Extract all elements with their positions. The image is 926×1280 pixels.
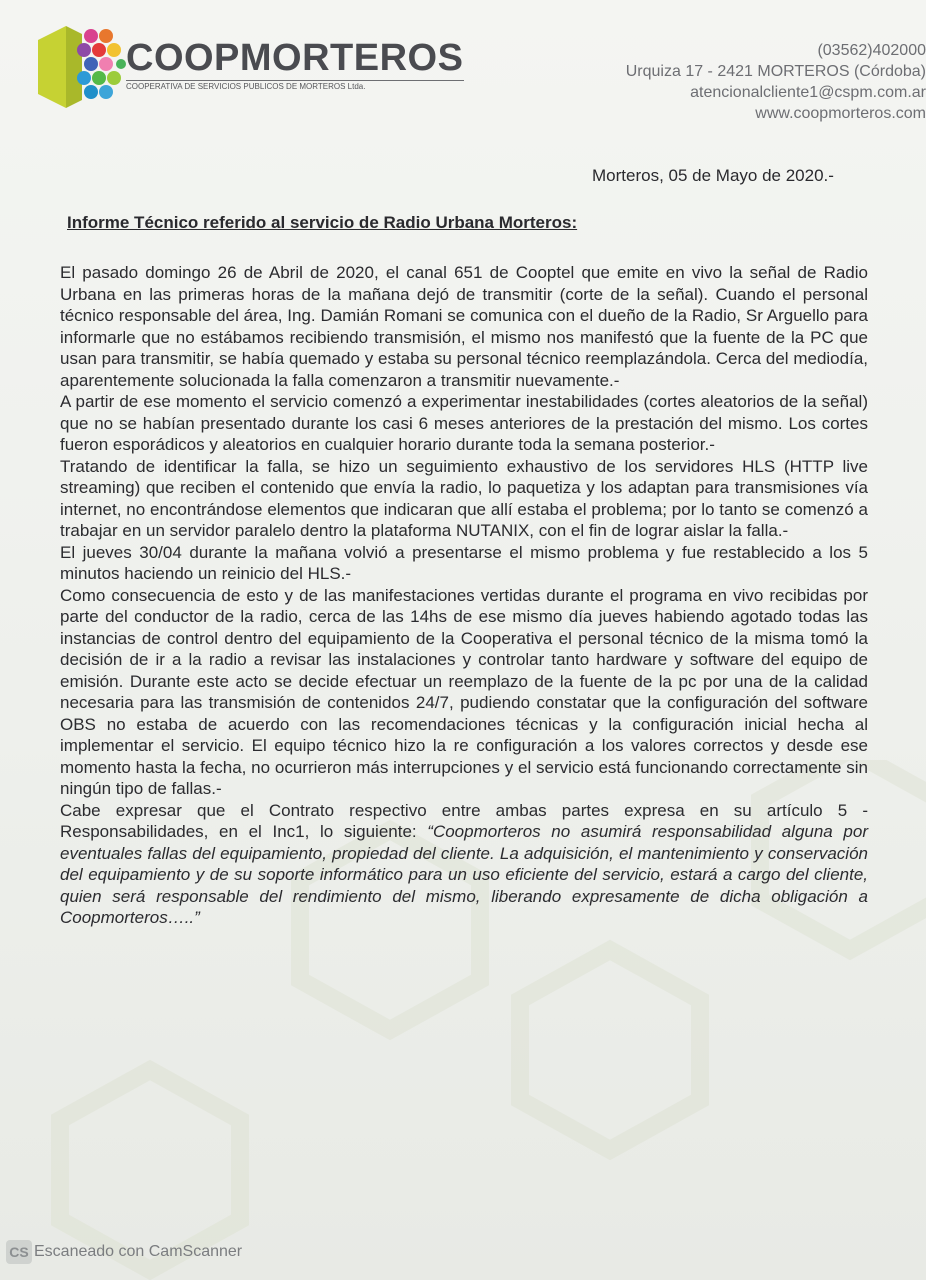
camscanner-icon: CS [6,1240,32,1264]
camscanner-footer [6,1238,242,1266]
coopmorteros-hexagon-logo-icon [36,24,126,110]
date-line: Morteros, 05 de Mayo de 2020.- [592,166,834,185]
contact-website: www.coopmorteros.com [755,105,926,122]
contact-phone: (03562)402000 [817,42,926,59]
camscanner-text: Escaneado con CamScanner [34,1243,243,1260]
body-paragraph: Como consecuencia de esto y de las manifestaciones vertidas durante el programa en vivo recibidas por parte del conductor de la radio, cerca de las 14hs de ese mismo día jueves habiendo agotado todas las instancias de control dentro del equipamiento de la Cooperativa el personal técnico de la misma tomó la decisión de ir a la radio a revisar las instalaciones y controlar tanto hardware y software del equipo de emisión. Durante este acto se decide efectuar un reemplazo de la fuente de la pc por una de la calidad necesaria para las transmisión de contenidos 24/7, pudiendo constatar que la configuración del software OBS no estaba de acuerdo con las recomendaciones técnicas y la configuración inicial hecha al implementar el servicio. El equipo técnico hizo la re configuración a los valores correctos y desde ese momento hasta la fecha, no ocurrieron más interrupciones y el servicio está funcionando correctamente sin ningún tipo de fallas.- [60,585,868,798]
body-paragraph: A partir de ese momento el servicio comenzó a experimentar inestabilidades (cortes aleatorios de la señal) que no se habían presentado durante los casi 6 meses anteriores de la prestación del mismo. Los cortes fueron esporádicos y aleatorios en cualquier horario durante toda la semana posterior.- [60,392,868,454]
brand-subtitle: COOPERATIVA DE SERVICIOS PUBLICOS DE MORTEROS Ltda. [126,80,464,91]
body-paragraph: Tratando de identificar la falla, se hizo un seguimiento exhaustivo de los servidores HLS (HTTP live streaming) que reciben el contenido que envía la radio, lo paquetiza y los adaptan para transmisiones vía internet, no encontrándose elementos que indicaran que allí estaba el problema; por lo tanto se comenzó a trabajar en un servidor paralelo dentro la plataforma NUTANIX, con el fin de lograr aislar la falla.- [60,456,868,540]
contract-quote: “Coopmorteros no asumirá responsabilidad alguna por eventuales fallas del equipamiento, propiedad del cliente. La adquisición, el mantenimiento y conservación del equipamiento y de su soporte informático para un uso eficiente del servicio, estará a cargo del cliente, quien será responsable del rendimiento del mismo, liberando expresamente de dicha obligación a Coopmorteros…..” [60,822,868,927]
body-paragraph: El jueves 30/04 durante la mañana volvió a presentarse el mismo problema y fue restablecido a los 5 minutos haciendo un reinicio del HLS.- [60,542,868,583]
contact-address: Urquiza 17 - 2421 MORTEROS (Córdoba) [625,63,926,80]
contact-block [626,40,926,124]
contact-email: atencionalcliente1@cspm.com.ar [690,84,926,101]
contract-paragraph [60,800,868,929]
body-paragraph: El pasado domingo 26 de Abril de 2020, el canal 651 de Cooptel que emite en vivo la señal de Radio Urbana en las primeras horas de la mañana dejó de transmitir (corte de la señal). Cuando el personal técnico responsable del área, Ing. Damián Romani se comunica con el dueño de la Radio, Sr Arguello para informarle que no estábamos recibiendo transmisión, el mismo nos manifestó que la fuente de la PC que usan para transmitir, se había quemado y estaba su personal técnico reemplazándola. Cerca del mediodía, aparentemente solucionada la falla comenzaron a transmitir nuevamente.- [60,263,868,390]
document-body [60,262,868,929]
document-title: Informe Técnico referido al servicio de Radio Urbana Morteros: [67,213,578,232]
contract-intro: Cabe expresar que el Contrato respectivo entre ambas partes expresa en su artículo 5 - Responsabilidades, en el Inc1, lo siguiente: [60,800,868,841]
brand-name: COOPMORTEROS [126,37,464,79]
